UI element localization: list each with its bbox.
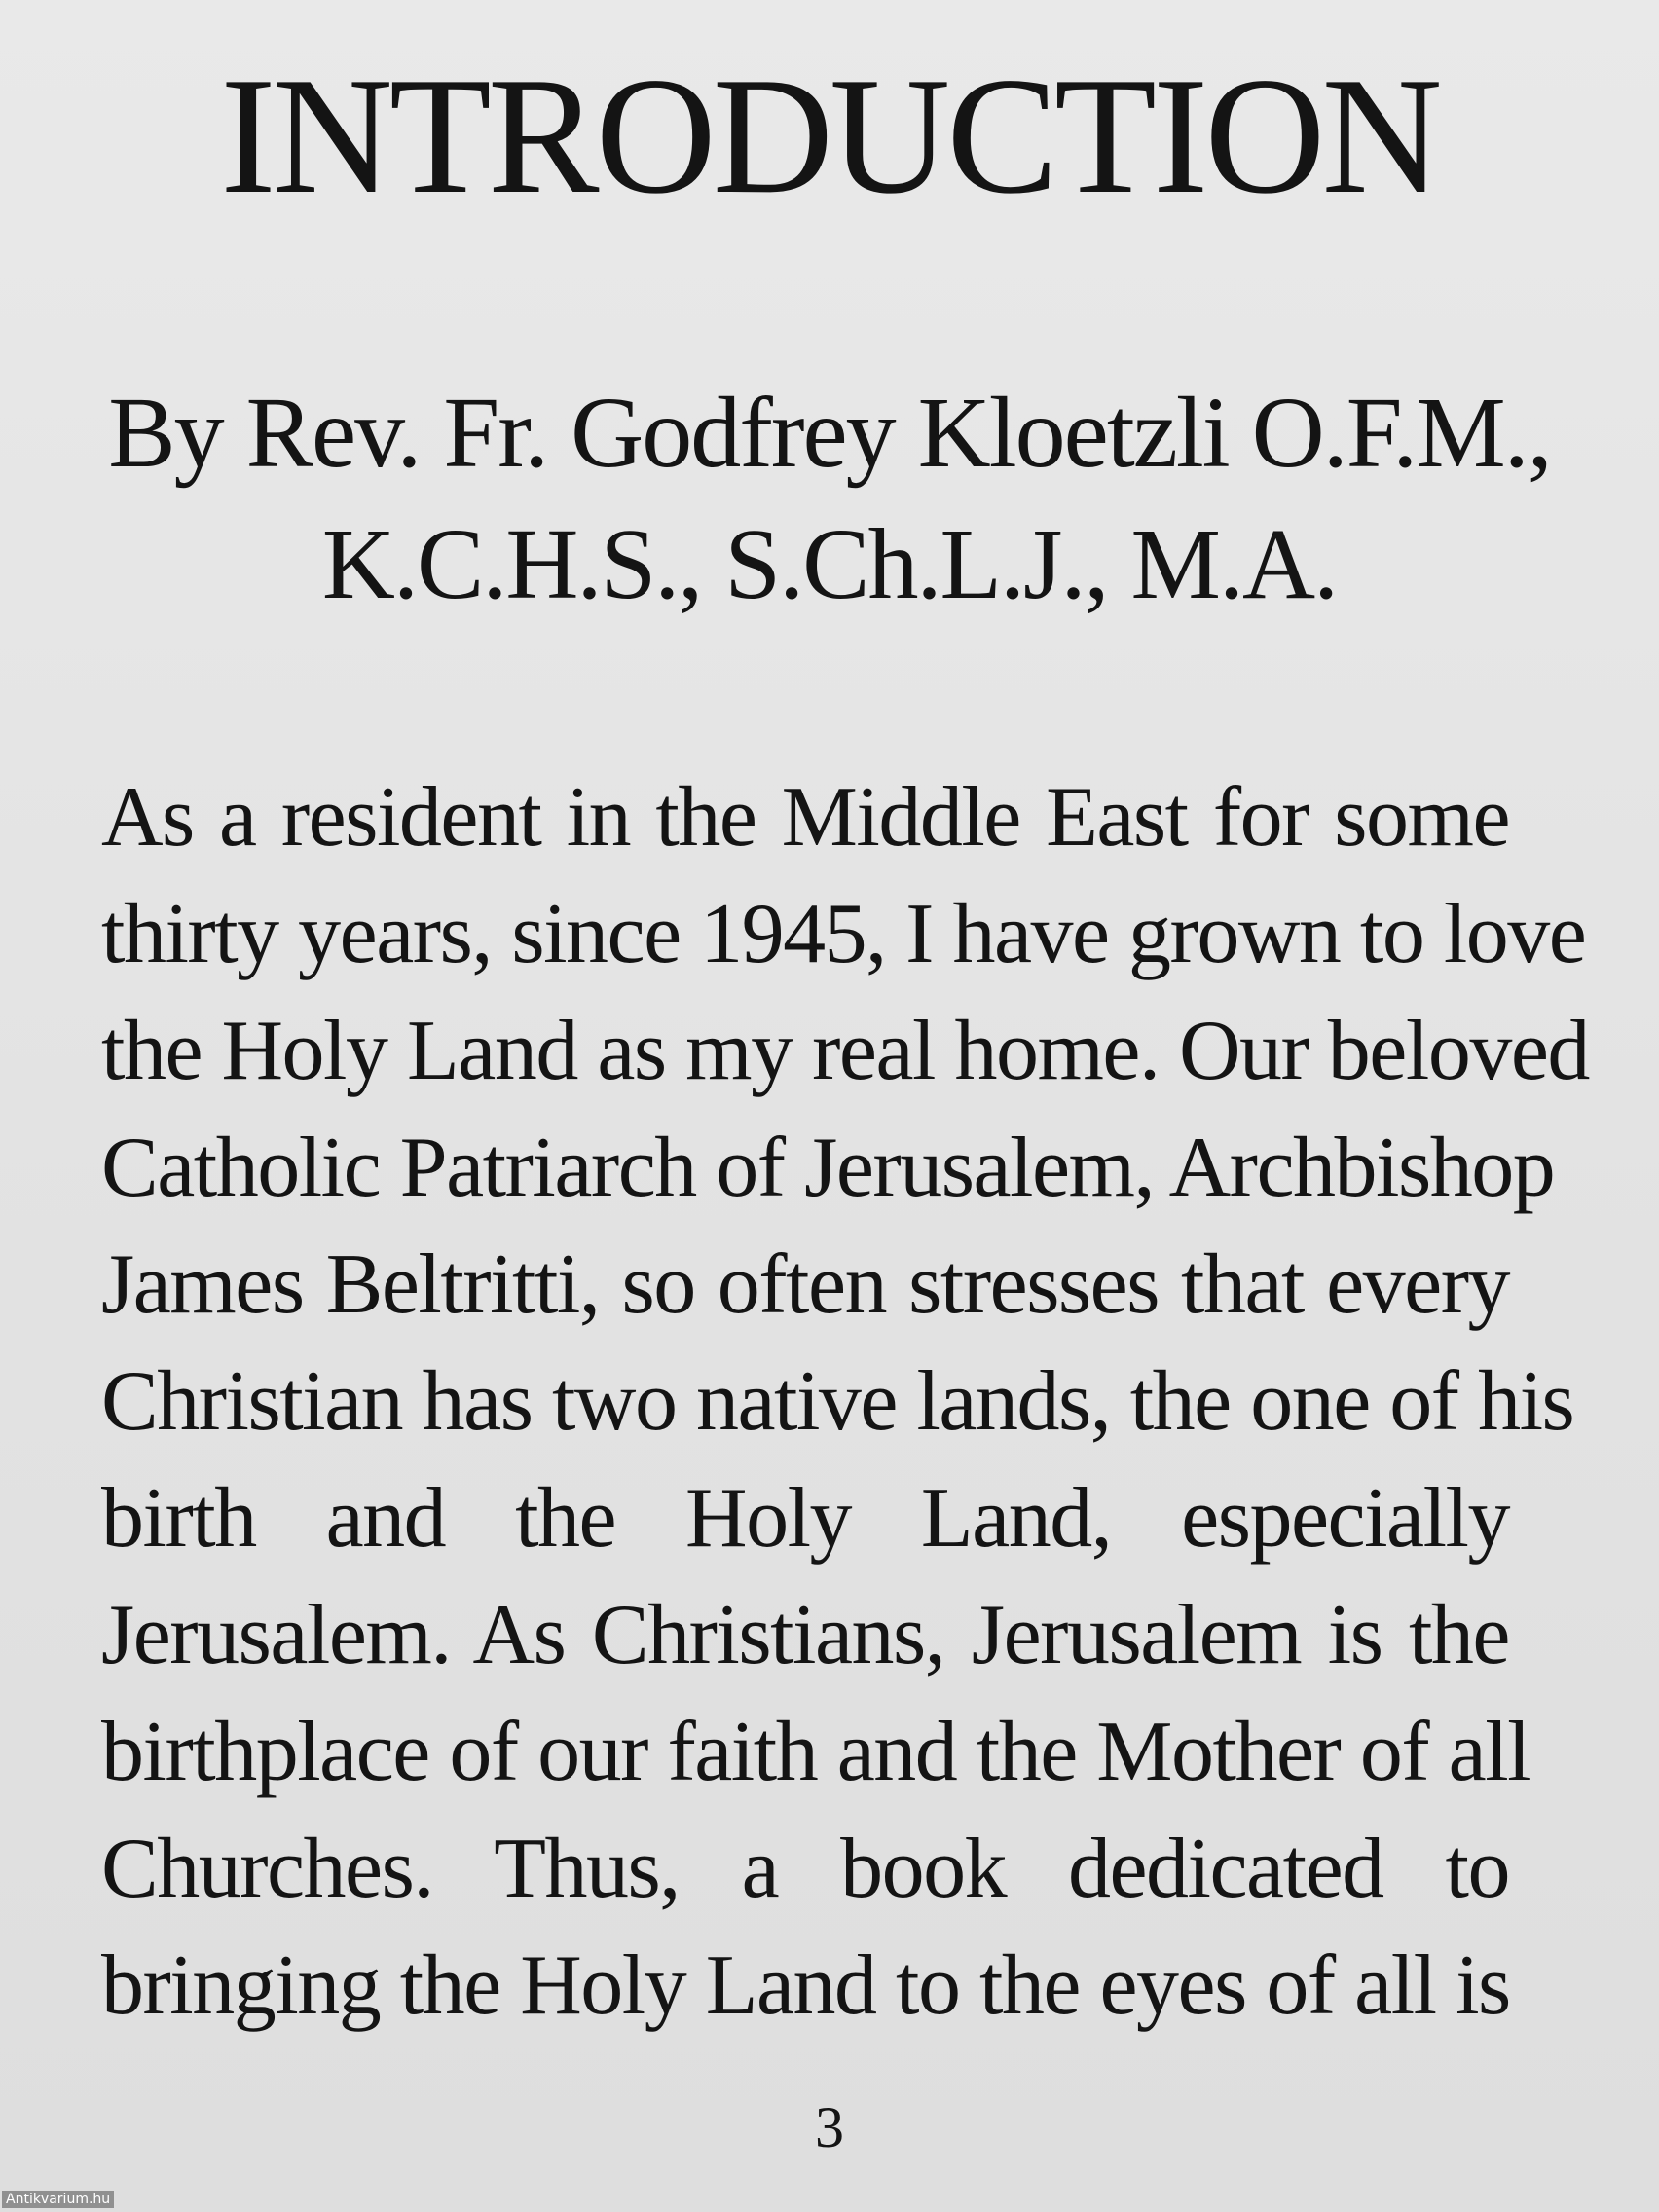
paragraph-line: As a resident in the Middle East for some	[101, 770, 1509, 865]
paragraph-line: Catholic Patriarch of Jerusalem, Archbishop	[101, 1121, 1555, 1215]
introduction-paragraph	[101, 759, 1589, 2045]
paragraph-line: Churches. Thus, a book dedicated to	[101, 1822, 1509, 1916]
paragraph-line: Jerusalem. As Christians, Jerusalem is the	[101, 1588, 1509, 1682]
page-title: INTRODUCTION	[220, 44, 1439, 229]
paragraph-line: Christian has two native lands, the one of his	[101, 1354, 1574, 1449]
paragraph-line: birth and the Holy Land, especially	[101, 1471, 1509, 1566]
paragraph-line: James Beltritti, so often stresses that every	[101, 1237, 1509, 1332]
paragraph-line: bringing the Holy Land to the eyes of all is	[101, 1938, 1510, 2033]
author-byline-line-2: K.C.H.S., S.Ch.L.J., M.A.	[321, 508, 1338, 620]
paragraph-line: thirty years, since 1945, I have grown to love	[101, 887, 1586, 981]
author-byline-line-1: By Rev. Fr. Godfrey Kloetzli O.F.M.,	[108, 377, 1551, 489]
paragraph-line: birthplace of our faith and the Mother of all	[101, 1705, 1530, 1799]
page-number: 3	[815, 2095, 844, 2159]
paragraph-line: the Holy Land as my real home. Our beloved	[101, 1004, 1589, 1098]
watermark: Antikvarium.hu	[2, 2191, 114, 2208]
